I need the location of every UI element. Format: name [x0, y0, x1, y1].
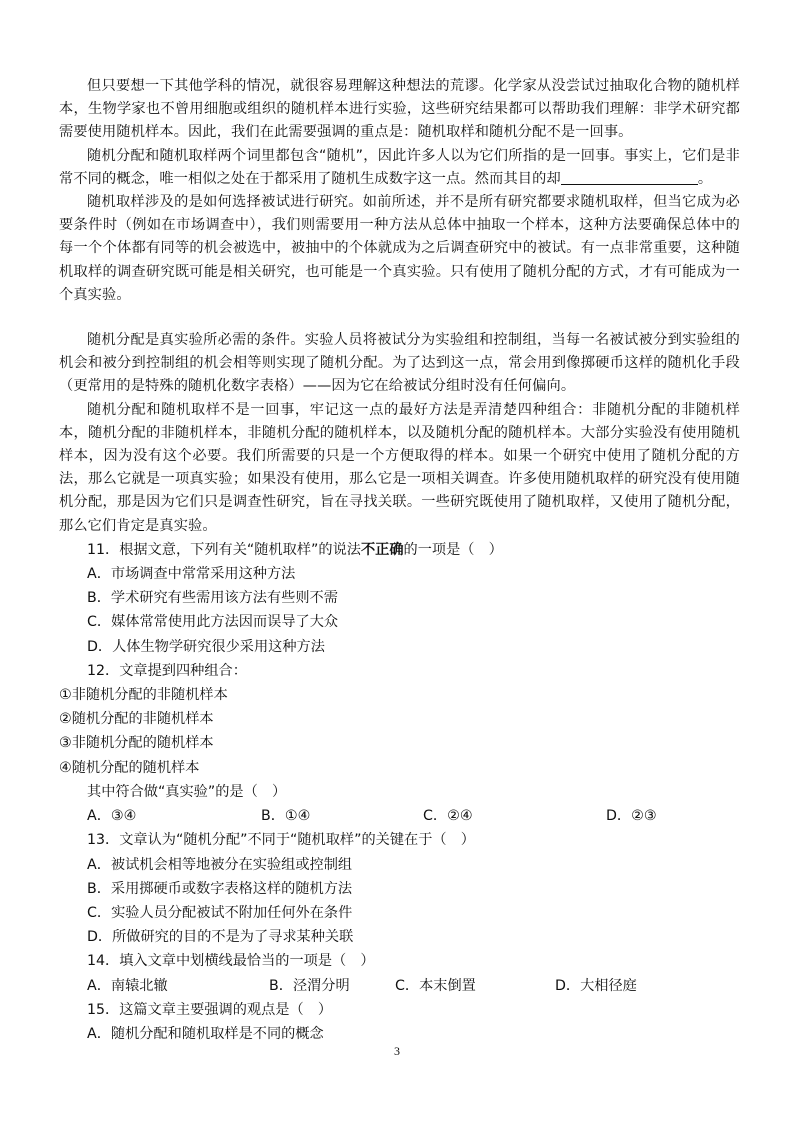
question-12-item-4: ④随机分配的随机样本	[59, 759, 200, 776]
question-11-option-a: A．市场调查中常常采用这种方法	[87, 566, 296, 583]
paragraph-2-end: 。	[697, 170, 713, 187]
paragraph-4: 随机分配是真实验所必需的条件。实验人员将被试分为实验组和控制组，当每一名被试被分到实验组的机会和被分到控制组的机会相等则实现了随机分配。为了达到这一点，常会用到像掷硬币这样的随机化手段（更常用的是特殊的随机化数字表格）——因为它在给被试分组时没有任何偏向。	[59, 332, 740, 395]
question-14-option-d: D．大相径庭	[555, 977, 637, 994]
question-15-stem: 15．这篇文章主要强调的观点是（ ）	[87, 1001, 333, 1018]
question-12-options	[59, 804, 740, 828]
question-14-option-a: A．南辕北辙	[87, 977, 168, 994]
question-12	[59, 659, 740, 828]
question-11-option-d: D．人体生物学研究很少采用这种方法	[87, 638, 325, 655]
question-13-option-a: A．被试机会相等地被分在实验组或控制组	[87, 856, 353, 873]
question-15-option-a: A．随机分配和随机取样是不同的概念	[87, 1025, 324, 1042]
question-11-stem-text: 11．根据文意，下列有关“随机取样”的说法	[87, 541, 361, 558]
question-14-options	[59, 974, 740, 998]
paragraph-3: 随机取样涉及的是如何选择被试进行研究。如前所述，并不是所有研究都要求随机取样，但当它成为必要条件时（例如在市场调查中），我们则需要用一种方法从总体中抽取一个样本，这种方法要确保总体中的每一个个体都有同等的机会被选中，被抽中的个体就成为之后调查研究中的被试。有一点非常重要，这种随机取样的调查研究既可能是相关研究，也可能是一个真实验。只有使用了随机分配的方式，才有可能成为一个真实验。	[59, 194, 740, 303]
paragraph-5: 随机分配和随机取样不是一回事，牢记这一点的最好方法是弄清楚四种组合：非随机分配的非随机样本，随机分配的非随机样本，非随机分配的随机样本，以及随机分配的随机样本。大部分实验没有使用随机样本，因为没有这个必要。我们所需要的只是一个方便取得的样本。如果一个研究中使用了随机分配的方法，那么它就是一项真实验；如果没有使用，那么它是一项相关调查。许多使用随机取样的研究没有使用随机分配，那是因为它们只是调查性研究，旨在寻找关联。一些研究既使用了随机取样，又使用了随机分配，那么它们肯定是真实验。	[59, 401, 740, 534]
question-15	[59, 998, 740, 1046]
question-12-option-c: C．②④	[423, 808, 473, 825]
question-12-prompt: 其中符合做“真实验”的是（ ）	[87, 783, 287, 800]
paragraph-1: 但只要想一下其他学科的情况，就很容易理解这种想法的荒谬。化学家从没尝试过抽取化合物的随机样本，生物学家也不曾用细胞或组织的随机样本进行实验，这些研究结果都可以帮助我们理解：非学术研究都需要使用随机样本。因此，我们在此需要强调的重点是：随机取样和随机分配不是一回事。	[59, 78, 740, 141]
question-12-option-a: A．③④	[87, 808, 137, 825]
question-12-item-1: ①非随机分配的非随机样本	[59, 687, 228, 704]
paragraph-gap	[59, 307, 740, 329]
question-13	[59, 828, 740, 949]
question-14	[59, 949, 740, 997]
paragraph-2-text: 随机分配和随机取样两个词里都包含“随机”，因此许多人以为它们所指的是一回事。事实上，它们是非常不同的概念，唯一相似之处在于都采用了随机生成数字这一点。然而其目的却	[59, 147, 740, 187]
question-12-item-2: ②随机分配的非随机样本	[59, 711, 214, 728]
question-11-emphasis: 不正确	[360, 541, 404, 558]
question-13-option-c: C．实验人员分配被试不附加任何外在条件	[87, 904, 353, 921]
question-12-stem: 12．文章提到四种组合：	[87, 662, 247, 679]
question-11	[59, 538, 740, 659]
question-12-option-b: B．①④	[261, 808, 311, 825]
question-14-option-c: C．本末倒置	[395, 977, 476, 994]
question-11-stem	[59, 538, 740, 562]
paragraph-2	[59, 145, 740, 191]
question-14-stem: 14．填入文章中划横线最恰当的一项是（ ）	[87, 953, 375, 970]
question-13-option-b: B．采用掷硬币或数字表格这样的随机方法	[87, 880, 353, 897]
question-14-option-b: B．泾渭分明	[269, 977, 350, 994]
question-11-stem-end: 的一项是（ ）	[403, 541, 503, 558]
question-13-option-d: D．所做研究的目的不是为了寻求某种关联	[87, 929, 354, 946]
page-number: 3	[394, 1044, 400, 1058]
question-12-option-d: D．②③	[606, 808, 657, 825]
fill-in-blank	[561, 170, 698, 185]
document-page	[59, 75, 740, 1046]
question-11-option-b: B．学术研究有些需用该方法有些则不需	[87, 590, 338, 607]
question-11-option-c: C．媒体常常使用此方法因而误导了大众	[87, 614, 339, 631]
question-12-item-3: ③非随机分配的随机样本	[59, 735, 214, 752]
question-13-stem: 13．文章认为“随机分配”不同于“随机取样”的关键在于（ ）	[87, 832, 475, 849]
